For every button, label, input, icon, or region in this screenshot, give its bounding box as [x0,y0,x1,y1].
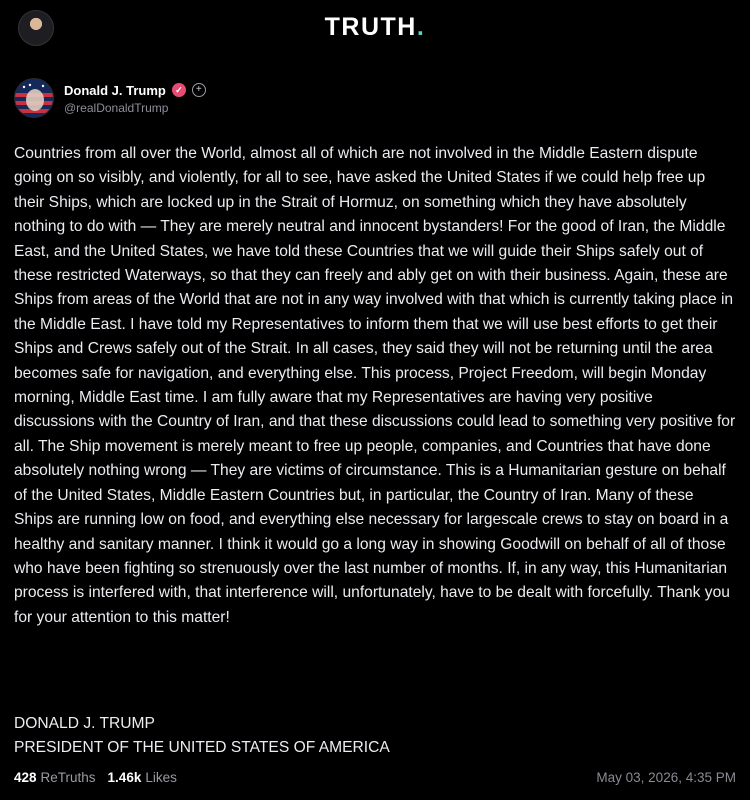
post-stats [14,770,177,785]
author-name[interactable]: Donald J. Trump [64,82,166,98]
author-row [64,80,206,100]
retruths-count: 428 [14,770,37,785]
retruths-stat[interactable] [14,770,96,785]
likes-label: Likes [145,770,177,785]
logo-dot: . [416,13,426,41]
author-avatar[interactable] [14,78,54,118]
author-handle[interactable]: @realDonaldTrump [64,101,169,115]
signature [14,712,390,761]
likes-count: 1.46k [107,770,142,785]
logo-text: TRUTH [324,13,417,41]
post-timestamp[interactable]: May 03, 2026, 4:35 PM [596,770,736,785]
top-bar [0,0,750,56]
post-body: Countries from all over the World, almost all of which are not involved in the Middle Eastern dispute going on so visibly, and violently, for all to see, have asked the United States if we could help free up their Ships, which are locked up in the Strait of Hormuz, on something which they have absolutely nothing to do with — They are merely neutral and innocent bystanders! For the good of Iran, the Middle East, and the United States, we have told these Countries that we will guide their Ships safely out of these restricted Waterways, so that they can freely and ably get on with their business. Again, these are Ships from areas of the World that are not in any way involved with that which is currently taking place in the Middle East. I have told my Representatives to inform them that we will use best efforts to get their Ships and Crews safely out of the Strait. In all cases, they said they will not be returning until the area becomes safe for navigation, and everything else. This process, Project Freedom, will begin Monday morning, Middle East time. I am fully aware that my Representatives are having very positive discussions with the Country of Iran, and that these discussions could lead to something very positive for all. The Ship movement is merely meant to free up people, companies, and Countries that have done absolutely nothing wrong — They are victims of circumstance. This is a Humanitarian gesture on behalf of the United States, Middle Eastern Countries but, in particular, the Country of Iran. Many of these Ships are running low on food, and everything else necessary for largescale crews to stay on board in a healthy and sanitary manner. I think it would go a long way in showing Goodwill on behalf of all of those who have been fighting so strenuously over the last number of months. If, in any way, this Humanitarian process is interfered with, that interference will, unfortunately, have to be dealt with forcefully. Thank you for your attention to this matter! [14,145,736,626]
follow-plus-icon[interactable]: + [192,83,206,97]
truth-logo[interactable] [0,13,750,42]
signature-name: DONALD J. TRUMP [14,715,155,732]
retruths-label: ReTruths [40,770,96,785]
verified-badge-icon: ✓ [172,83,186,97]
likes-stat[interactable] [108,770,177,785]
signature-title: PRESIDENT OF THE UNITED STATES OF AMERICA [14,739,390,757]
